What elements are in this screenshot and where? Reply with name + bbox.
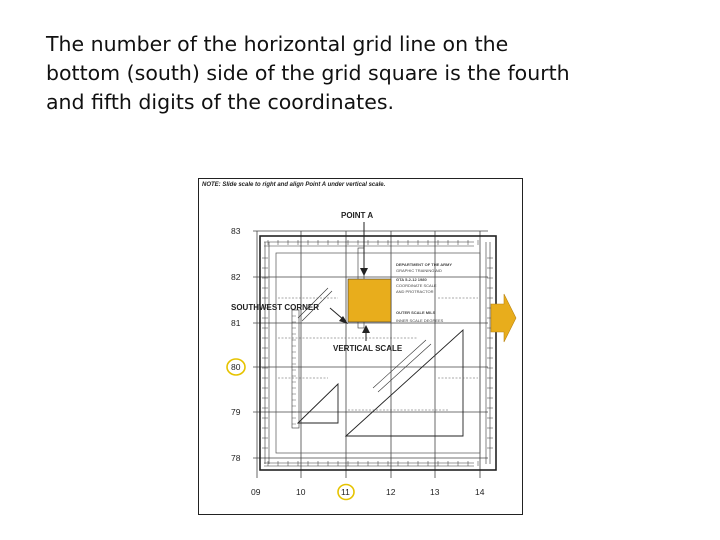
highlighted-grid-square [348,279,391,322]
scale-label-line-2: GRAPHIC TRAINING AID [396,268,442,273]
vertical-scale-label: VERTICAL SCALE [333,344,403,353]
x-label-11: 11 [341,487,350,497]
x-label-09: 09 [251,487,261,497]
coordinate-scale-figure [198,178,523,515]
y-label-83: 83 [231,226,241,236]
outer-scale-label: OUTER SCALE MILS [396,310,436,315]
y-label-78: 78 [231,453,241,463]
caption-line-3: and fifth digits of the coordinates. [46,90,395,114]
caption-line-1: The number of the horizontal grid line on the [46,32,509,56]
scale-label-line-4: COORDINATE SCALE [396,283,437,288]
scale-label-line-3: GTA 5-2-12 1980 [396,277,427,282]
figure-svg [198,178,523,515]
y-label-80: 80 [231,362,241,372]
caption-text [46,30,706,117]
x-label-12: 12 [386,487,396,497]
y-label-79: 79 [231,407,241,417]
x-label-13: 13 [430,487,440,497]
x-label-10: 10 [296,487,306,497]
scale-label-line-1: DEPARTMENT OF THE ARMY [396,262,452,267]
point-a-label: POINT A [341,211,374,220]
note-text: NOTE: Slide scale to right and align Point A under vertical scale. [202,182,386,188]
scale-label-line-5: AND PROTRACTOR [396,289,434,294]
y-label-81: 81 [231,318,241,328]
caption-line-2: bottom (south) side of the grid square is the fourth [46,61,570,85]
y-label-82: 82 [231,272,241,282]
x-label-14: 14 [475,487,485,497]
southwest-corner-label: SOUTHWEST CORNER [231,303,319,312]
inner-scale-label: INNER SCALE DEGREES [396,318,444,323]
